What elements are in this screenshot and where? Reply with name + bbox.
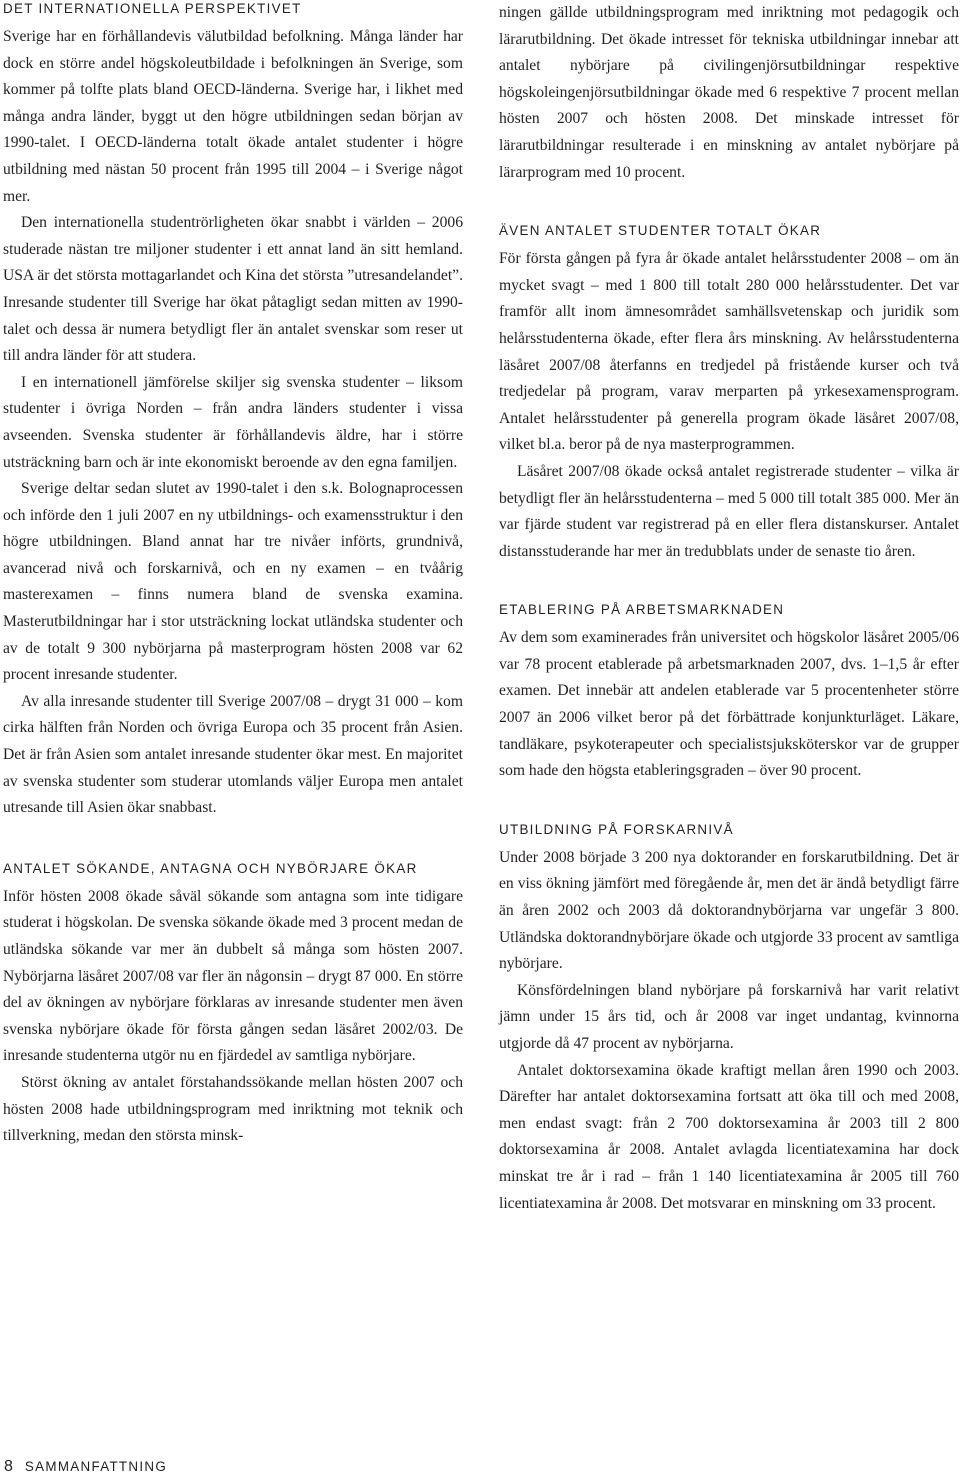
paragraph: Läsåret 2007/08 ökade också antalet registrerade studenter – vilka är betydligt fler än helårsstudenterna – med 5 000 till totalt 385 000. Mer än var fjärde student var registrerad på en eller flera distanskurser. Antalet distansstuderande har mer än tredubblats under de senaste tio åren. (499, 462, 959, 560)
paragraph: Sverige deltar sedan slutet av 1990-talet i den s.k. Bolognaprocessen och införde den 1 juli 2007 en ny utbildnings- och examensstruktur i den högre utbildningen. Bland annat har tre nivåer införts, grundnivå, avancerad nivå och forskarnivå, och en ny examen – en tvåårig masterexamen – finns numera bland de svenska examina. Masterutbildningar har i stor utsträckning lockat utländska studenter och av de totalt 9 300 nybörjarna på masterprogram hösten 2008 var 62 procent inresande studenter. (3, 480, 463, 684)
running-title: SAMMANFATTNING (24, 1459, 168, 1474)
paragraph: Antalet doktorsexamina ökade kraftigt mellan åren 1990 och 2003. Därefter har antalet doktorsexamina fortsatt att öka till och med 2008, men endast svagt: från 2 700 doktorsexamina år 2003 till 2 800 doktorsexamina år 2008. Antalet avlagda licentiatexamina har dock minskat tre år i rad – från 1 140 licentiatexamina år 2005 till 760 licentiatexamina år 2008. Det motsvarar en minskning om 33 procent. (499, 1061, 959, 1212)
section-heading-labour-market: ETABLERING PÅ ARBETSMARKNADEN (499, 602, 785, 618)
section-heading-applicants: ANTALET SÖKANDE, ANTAGNA OCH NYBÖRJARE ÖKAR (3, 860, 418, 876)
paragraph: Av alla inresande studenter till Sverige 2007/08 – drygt 31 000 – kom cirka hälften från Norden och övriga Europa och 35 procent från Asien. Det är från Asien som antalet inresande studenter ökar mest. En majoritet av svenska studenter som studerar utomlands väljer Europa men antalet utresande till Asien ökar snabbast. (3, 692, 463, 817)
section-heading-research-level: UTBILDNING PÅ FORSKARNIVÅ (499, 821, 734, 837)
paragraph: I en internationell jämförelse skiljer sig svenska studenter – liksom studenter i övriga Norden – från andra länders studenter i vissa avseenden. Svenska studenter är förhållandevis äldre, har i större utsträckning barn och är inte ekonomiskt beroende av den egna familjen. (3, 373, 463, 471)
paragraph: Inför hösten 2008 ökade såväl sökande som antagna som inte tidigare studerat i högskolan. De svenska sökande ökade med 3 procent medan de utländska sökande var mer än dubbelt så många som hösten 2007. Nybörjarna läsåret 2007/08 var fler än någonsin – drygt 87 000. En större del av ökningen av nybörjare förklaras av inresande studenter men även svenska nybörjare ökade för första gången sedan läsåret 2002/03. De inresande studenterna utgör nu en fjärdedel av samtliga nybörjare. (3, 887, 463, 1065)
paragraph: Under 2008 började 3 200 nya doktorander en forskarutbildning. Det är en viss ökning jämfört med föregående år, men det är ändå betydligt färre än åren 2002 och 2003 då doktorandnybörjarna var ungefär 3 800. Utländska doktorandnybörjare ökade och utgjorde 33 procent av samtliga nybörjare. (499, 848, 959, 973)
section-heading-students-total: ÄVEN ANTALET STUDENTER TOTALT ÖKAR (499, 223, 822, 239)
paragraph: Den internationella studentrörligheten ökar snabbt i världen – 2006 studerade nästan tre miljoner studenter i ett annat land än sitt hemland. USA är det största mottagarlandet och Kina det största ”utresandelandet”. Inresande studenter till Sverige har ökat påtagligt sedan mitten av 1990-talet och dessa är numera betydligt fler än antalet svenskar som reser ut till andra länder för att studera. (3, 214, 463, 365)
left-column (3, 0, 463, 1150)
page-number: 8 (4, 1458, 13, 1475)
section-heading-international: DET INTERNATIONELLA PERSPEKTIVET (3, 1, 302, 16)
paragraph: Sverige har en förhållandevis välutbildad befolkning. Många länder har dock en större andel högskoleutbildade i befolkningen än Sverige, som kommer på tolfte plats bland OECD-länderna. Sverige har, i likhet med många andra länder, byggt ut den högre utbildningen sedan början av 1990-talet. I OECD-länderna totalt ökade antalet studenter i högre utbildning med nästan 50 procent från 1995 till 2004 – i Sverige något mer. (3, 28, 463, 205)
paragraph: Störst ökning av antalet förstahandssökande mellan hösten 2007 och hösten 2008 hade utbildningsprogram med inriktning mot teknik och tillverkning, medan den största minsk- (3, 1073, 463, 1145)
paragraph: För första gången på fyra år ökade antalet helårsstudenter 2008 – om än mycket svagt – med 1 800 till totalt 280 000 helårsstudenter. Det var framför allt inom ämnesområdet samhällsvetenskap och juridik som helårsstudenterna ökade, efter flera års minskning. Av helårsstudenterna läsåret 2007/08 återfanns en tredjedel på fristående kurser och två tredjedelar på program, varav merparten på yrkesexamensprogram. Antalet helårsstudenter på generella program ökade läsåret 2007/08, vilket bl.a. beror på de nya masterprogrammen. (499, 250, 959, 454)
paragraph: Av dem som examinerades från universitet och högskolor läsåret 2005/06 var 78 procent etablerade på arbetsmarknaden 2007, dvs. 1–1,5 år efter examen. Det innebär att andelen etablerade var 5 procentenheter större 2007 än 2006 vilket beror på det förbättrade konjunkturläget. Läkare, tandläkare, psykoterapeuter och specialistsjuksköterskor var de grupper som hade den högsta etableringsgraden – över 90 procent. (499, 629, 959, 780)
page-footer (4, 1458, 167, 1476)
paragraph: ningen gällde utbildningsprogram med inriktning mot pedagogik och lärarutbildning. Det ökade intresset för tekniska utbildningar innebar att antalet nybörjare på civilingenjörsutbildningar respektive högskoleingenjörsutbildningar ökade med 6 respektive 7 procent mellan hösten 2007 och hösten 2008. Det minskade intresset för lärarutbildningar resulterade i en minskning av antalet nybörjare på lärarprogram med 10 procent. (499, 4, 959, 181)
right-column (499, 0, 959, 1217)
paragraph: Könsfördelningen bland nybörjare på forskarnivå har varit relativt jämn under 15 års tid, och år 2008 var inget undantag, kvinnorna utgjorde då 47 procent av nybörjarna. (499, 981, 959, 1052)
